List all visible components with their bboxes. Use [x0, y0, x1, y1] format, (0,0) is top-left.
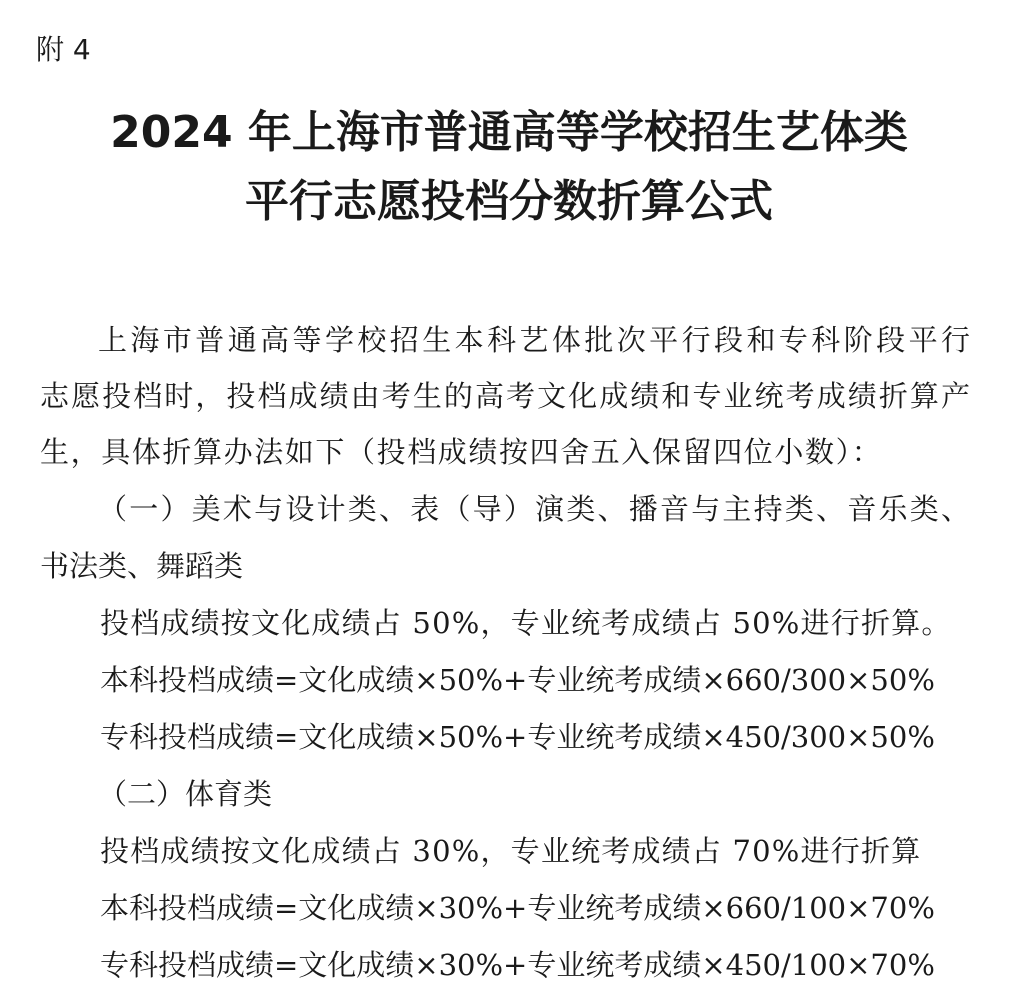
section-1-rule: 投档成绩按文化成绩占 50%，专业统考成绩占 50%进行折算。 [100, 606, 952, 640]
section-1-heading-line-1: （一）美术与设计类、表（导）演类、播音与主持类、音乐类、 [98, 492, 970, 526]
intro-line-2: 志愿投档时，投档成绩由考生的高考文化成绩和专业统考成绩折算产 [40, 379, 970, 413]
section-2-rule: 投档成绩按文化成绩占 30%，专业统考成绩占 70%进行折算 [100, 834, 922, 868]
section-1-junior-formula: 专科投档成绩=文化成绩×50%+专业统考成绩×450/300×50% [100, 720, 935, 754]
section-1-heading-line-2: 书法类、舞蹈类 [40, 549, 244, 583]
intro-line-3: 生，具体折算办法如下（投档成绩按四舍五入保留四位小数）： [40, 435, 883, 469]
attachment-label: 附 4 [36, 33, 91, 66]
section-2-junior-formula: 专科投档成绩=文化成绩×30%+专业统考成绩×450/100×70% [100, 948, 935, 982]
section-2-undergrad-formula: 本科投档成绩=文化成绩×30%+专业统考成绩×660/100×70% [100, 891, 935, 925]
section-1-undergrad-formula: 本科投档成绩=文化成绩×50%+专业统考成绩×660/300×50% [100, 663, 935, 697]
section-2-heading: （二）体育类 [98, 777, 273, 811]
intro-line-1: 上海市普通高等学校招生本科艺体批次平行段和专科阶段平行 [98, 323, 970, 357]
title-line-2: 平行志愿投档分数折算公式 [245, 176, 773, 227]
title-line-1: 2024 年上海市普通高等学校招生艺体类 [110, 107, 908, 158]
